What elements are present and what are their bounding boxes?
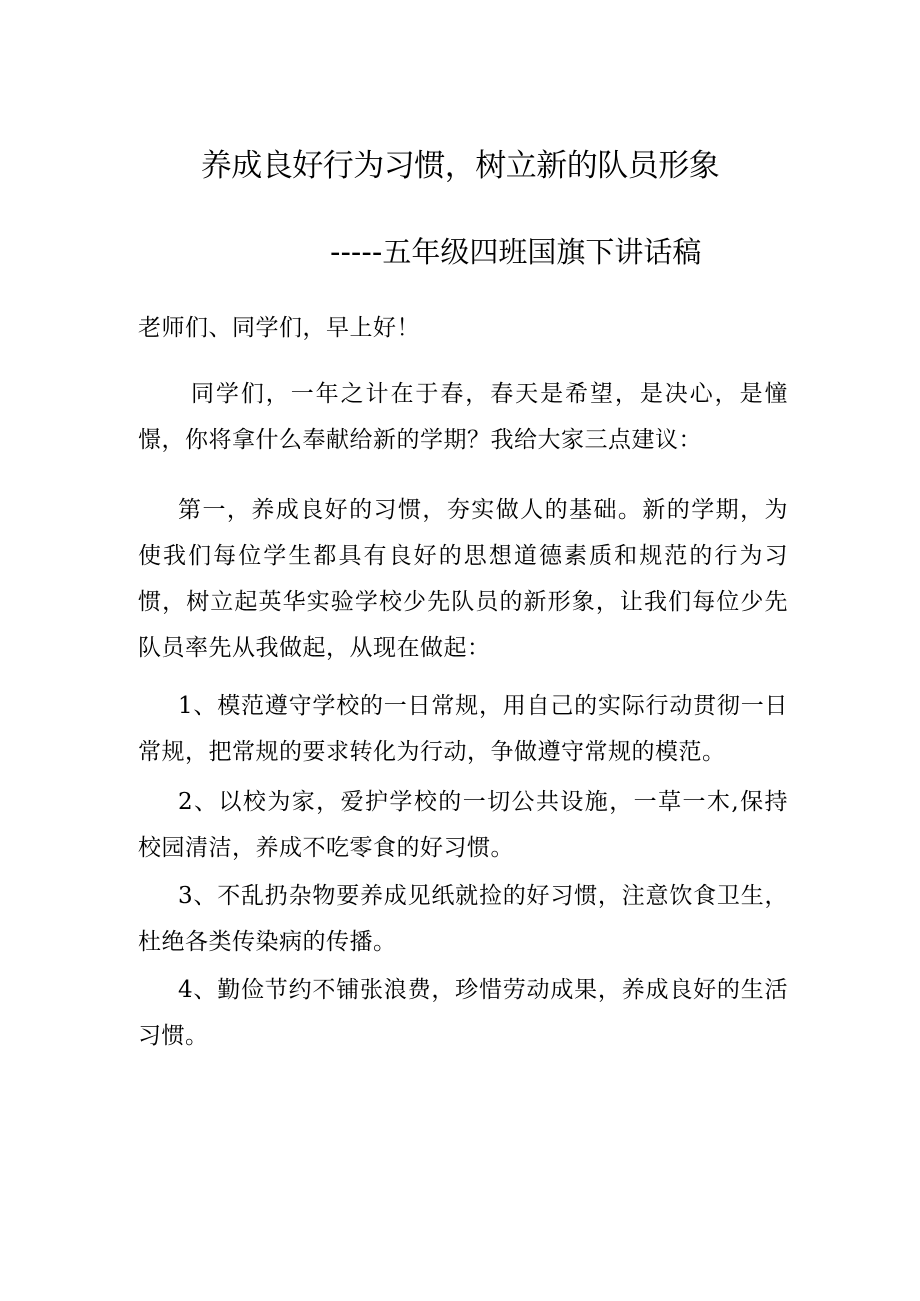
list-item: 4、勤俭节约不铺张浪费，珍惜劳动成果，养成良好的生活习惯。 — [138, 977, 788, 1049]
greeting: 老师们、同学们，早上好！ — [138, 315, 420, 341]
document-subtitle: -----五年级四班国旗下讲话稿 — [330, 235, 702, 269]
paragraph-first-point: 第一，养成良好的习惯，夯实做人的基础。新的学期，为使我们每位学生都具有良好的思想道德素质和规范的行为习惯，树立起英华实验学校少先队员的新形象，让我们每位少先队员率先从我做起，从现在做起： — [138, 497, 788, 661]
list-item: 3、不乱扔杂物要养成见纸就捡的好习惯，注意饮食卫生，杜绝各类传染病的传播。 — [138, 883, 788, 955]
document-title: 养成良好行为习惯，树立新的队员形象 — [200, 148, 720, 184]
list-item: 1、模范遵守学校的一日常规，用自己的实际行动贯彻一日常规，把常规的要求转化为行动，争做遵守常规的模范。 — [138, 693, 788, 765]
list-item: 2、以校为家，爱护学校的一切公共设施，一草一木,保持校园清洁，养成不吃零食的好习惯。 — [138, 789, 788, 861]
paragraph-intro: 同学们，一年之计在于春，春天是希望，是决心，是憧憬，你将拿什么奉献给新的学期？我给大家三点建议： — [138, 381, 788, 453]
